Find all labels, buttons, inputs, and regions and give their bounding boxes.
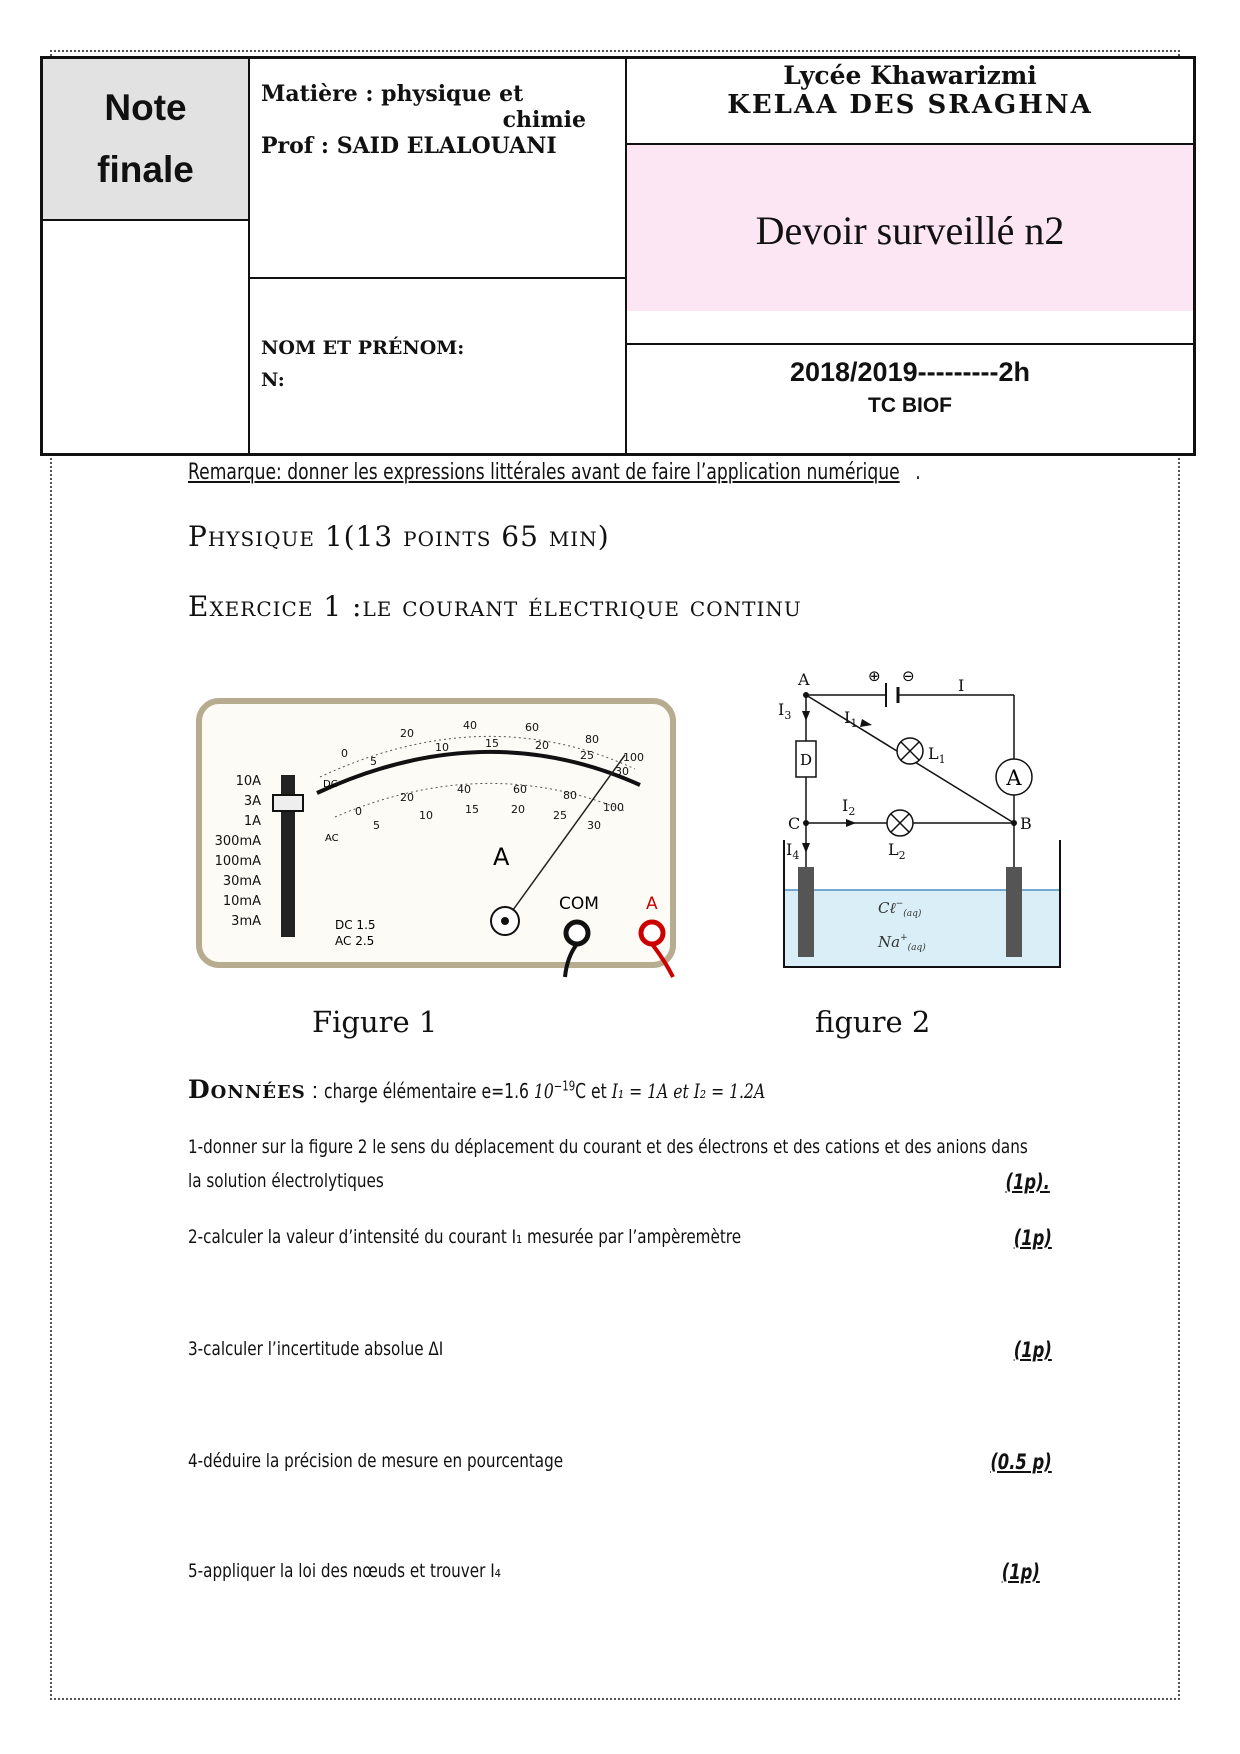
mid-tick-10: 10	[435, 741, 449, 754]
exam-title-cell	[627, 145, 1193, 311]
year-duration: 2018/2019---------2h	[789, 357, 1031, 387]
label-i3: $I_3$	[778, 700, 792, 722]
number-label: N:	[261, 369, 285, 391]
mid-tick-25: 25	[580, 749, 594, 762]
currents-values: I₁ = 1A et I₂ = 1.2A	[611, 1079, 766, 1103]
question-5-points: (1p)	[1001, 1560, 1040, 1584]
remark-text: Remarque: donner les expressions littérales avant de faire l’application numérique	[188, 460, 900, 485]
arrow-i4	[802, 843, 810, 853]
and-word: et	[586, 1079, 612, 1103]
data-line	[188, 1075, 890, 1104]
range-3mA: 3mA	[231, 914, 261, 929]
node-c-dot	[803, 820, 809, 826]
figure1-caption: Figure 1	[312, 1005, 438, 1039]
year-block	[627, 347, 1193, 418]
battery-plus: ⊕	[868, 667, 881, 685]
ion-sodium: $Na^+_{(aq)}$	[878, 933, 926, 953]
range-1A: 1A	[243, 814, 261, 829]
data-values	[324, 1079, 765, 1103]
subject-label-2: chimie	[502, 107, 586, 133]
ac-tick-5: 5	[373, 819, 380, 832]
node-b: B	[1020, 814, 1032, 833]
node-c: C	[788, 814, 801, 833]
top-tick-80: 80	[585, 733, 599, 746]
range-100mA: 100mA	[214, 854, 261, 869]
ac-tick-30: 30	[587, 819, 601, 832]
electrode-right	[1006, 867, 1022, 957]
electrode-left	[798, 867, 814, 957]
data-colon: :	[305, 1078, 325, 1103]
top-tick-100: 100	[623, 751, 644, 764]
question-5: 5-appliquer la loi des nœuds et trouver I₄	[188, 1560, 501, 1582]
arrow-i2	[846, 819, 856, 827]
low-tick-20: 20	[400, 791, 414, 804]
battery-minus: ⊖	[902, 667, 915, 685]
node-a-dot	[803, 692, 809, 698]
finale-label: finale	[97, 149, 194, 190]
question-2-points: (1p)	[1013, 1226, 1052, 1250]
range-3A: 3A	[243, 794, 261, 809]
prof-name: Prof : SAID ELALOUANI	[261, 133, 557, 159]
low-tick-40: 40	[457, 783, 471, 796]
charge-unit: C	[575, 1079, 587, 1103]
mid-tick-15: 15	[485, 737, 499, 750]
section-title: Physique 1(13 points 65 min)	[188, 520, 610, 553]
ac-tick-10: 10	[419, 809, 433, 822]
exam-title: Devoir surveillé n2	[755, 208, 1065, 253]
school-block	[627, 61, 1193, 143]
note-label: Note	[104, 87, 187, 128]
unit-letter: A	[493, 843, 510, 871]
remark-line	[188, 460, 921, 485]
low-tick-100: 100	[603, 801, 624, 814]
label-l1: $L_1$	[928, 744, 946, 766]
ion-chloride: Cℓ−$_{(aq)}$	[878, 899, 922, 919]
arrow-i3	[802, 711, 810, 721]
ammeter-label: A	[1006, 766, 1022, 790]
school-name: Lycée Khawarizmi	[783, 61, 1037, 90]
subject-block	[261, 81, 616, 159]
needle-pivot-center	[501, 917, 509, 925]
mid-tick-5: 5	[370, 755, 377, 768]
a-terminal[interactable]	[641, 922, 663, 944]
diode-label: D	[799, 751, 813, 769]
divider	[43, 219, 248, 221]
class-ac: AC 2.5	[335, 934, 375, 948]
dc-label: DC	[323, 779, 338, 790]
range-300mA: 300mA	[214, 834, 261, 849]
label-l2: $L_2$	[888, 840, 906, 862]
ac-tick-15: 15	[465, 803, 479, 816]
arrow-i1	[860, 719, 872, 727]
node-b-dot	[1011, 820, 1017, 826]
exercise-title: Exercice 1 :le courant électrique continu	[188, 590, 802, 623]
com-label: COM	[559, 894, 599, 914]
question-2: 2-calculer la valeur d’intensité du courant I₁ mesurée par l’ampèremètre	[188, 1226, 742, 1248]
top-tick-60: 60	[525, 721, 539, 734]
figure2-caption: figure 2	[815, 1005, 931, 1039]
divider	[626, 343, 1193, 345]
top-tick-20: 20	[400, 727, 414, 740]
divider	[248, 277, 626, 279]
mid-tick-20: 20	[535, 739, 549, 752]
charge-exp: −19	[553, 1079, 576, 1095]
low-tick-0: 0	[355, 805, 362, 818]
divider	[248, 59, 250, 453]
figure1-multimeter	[195, 695, 680, 980]
com-terminal[interactable]	[566, 922, 588, 944]
range-selector-knob[interactable]	[273, 795, 303, 811]
header-table	[40, 56, 1196, 456]
top-tick-0: 0	[341, 747, 348, 760]
question-4: 4-déduire la précision de mesure en pourcentage	[188, 1450, 564, 1472]
ac-tick-25: 25	[553, 809, 567, 822]
low-tick-80: 80	[563, 789, 577, 802]
range-10mA: 10mA	[222, 894, 261, 909]
note-finale-cell	[43, 59, 248, 219]
question-1-line2: la solution électrolytiques	[188, 1170, 384, 1192]
node-a: A	[798, 670, 810, 689]
label-i-main: I	[958, 676, 965, 695]
ac-tick-20: 20	[511, 803, 525, 816]
student-block	[261, 337, 616, 391]
name-label: NOM ET PRÉNOM:	[261, 337, 465, 359]
question-4-points: (0.5 p)	[990, 1450, 1052, 1474]
figure2-circuit	[760, 655, 1090, 980]
data-label: Données	[188, 1075, 306, 1104]
range-30mA: 30mA	[222, 874, 261, 889]
top-tick-40: 40	[463, 719, 477, 732]
charge-text: charge élémentaire e=1.6	[324, 1079, 534, 1103]
label-i1: $I_1$	[844, 708, 858, 730]
class-dc: DC 1.5	[335, 918, 376, 932]
question-3: 3-calculer l’incertitude absolue ΔI	[188, 1338, 444, 1360]
question-1-line1: 1-donner sur la figure 2 le sens du déplacement du courant et des électrons et des cations et des anions dans	[188, 1136, 1028, 1158]
label-i4: $I_4$	[786, 840, 800, 862]
range-10A: 10A	[235, 774, 261, 789]
ac-label: AC	[325, 833, 339, 844]
school-city: KELAA DES SRAGHNA	[727, 90, 1093, 120]
low-tick-60: 60	[513, 783, 527, 796]
charge-math: 10	[533, 1079, 554, 1103]
remark-end: .	[915, 460, 921, 485]
mid-tick-30: 30	[615, 765, 629, 778]
question-3-points: (1p)	[1013, 1338, 1052, 1362]
a-terminal-label: A	[646, 894, 658, 914]
class-level: TC BIOF	[868, 394, 952, 417]
label-i2: $I_2$	[842, 796, 856, 818]
subject-label: Matière : physique et	[261, 81, 524, 107]
question-1-points: (1p).	[1005, 1170, 1050, 1194]
